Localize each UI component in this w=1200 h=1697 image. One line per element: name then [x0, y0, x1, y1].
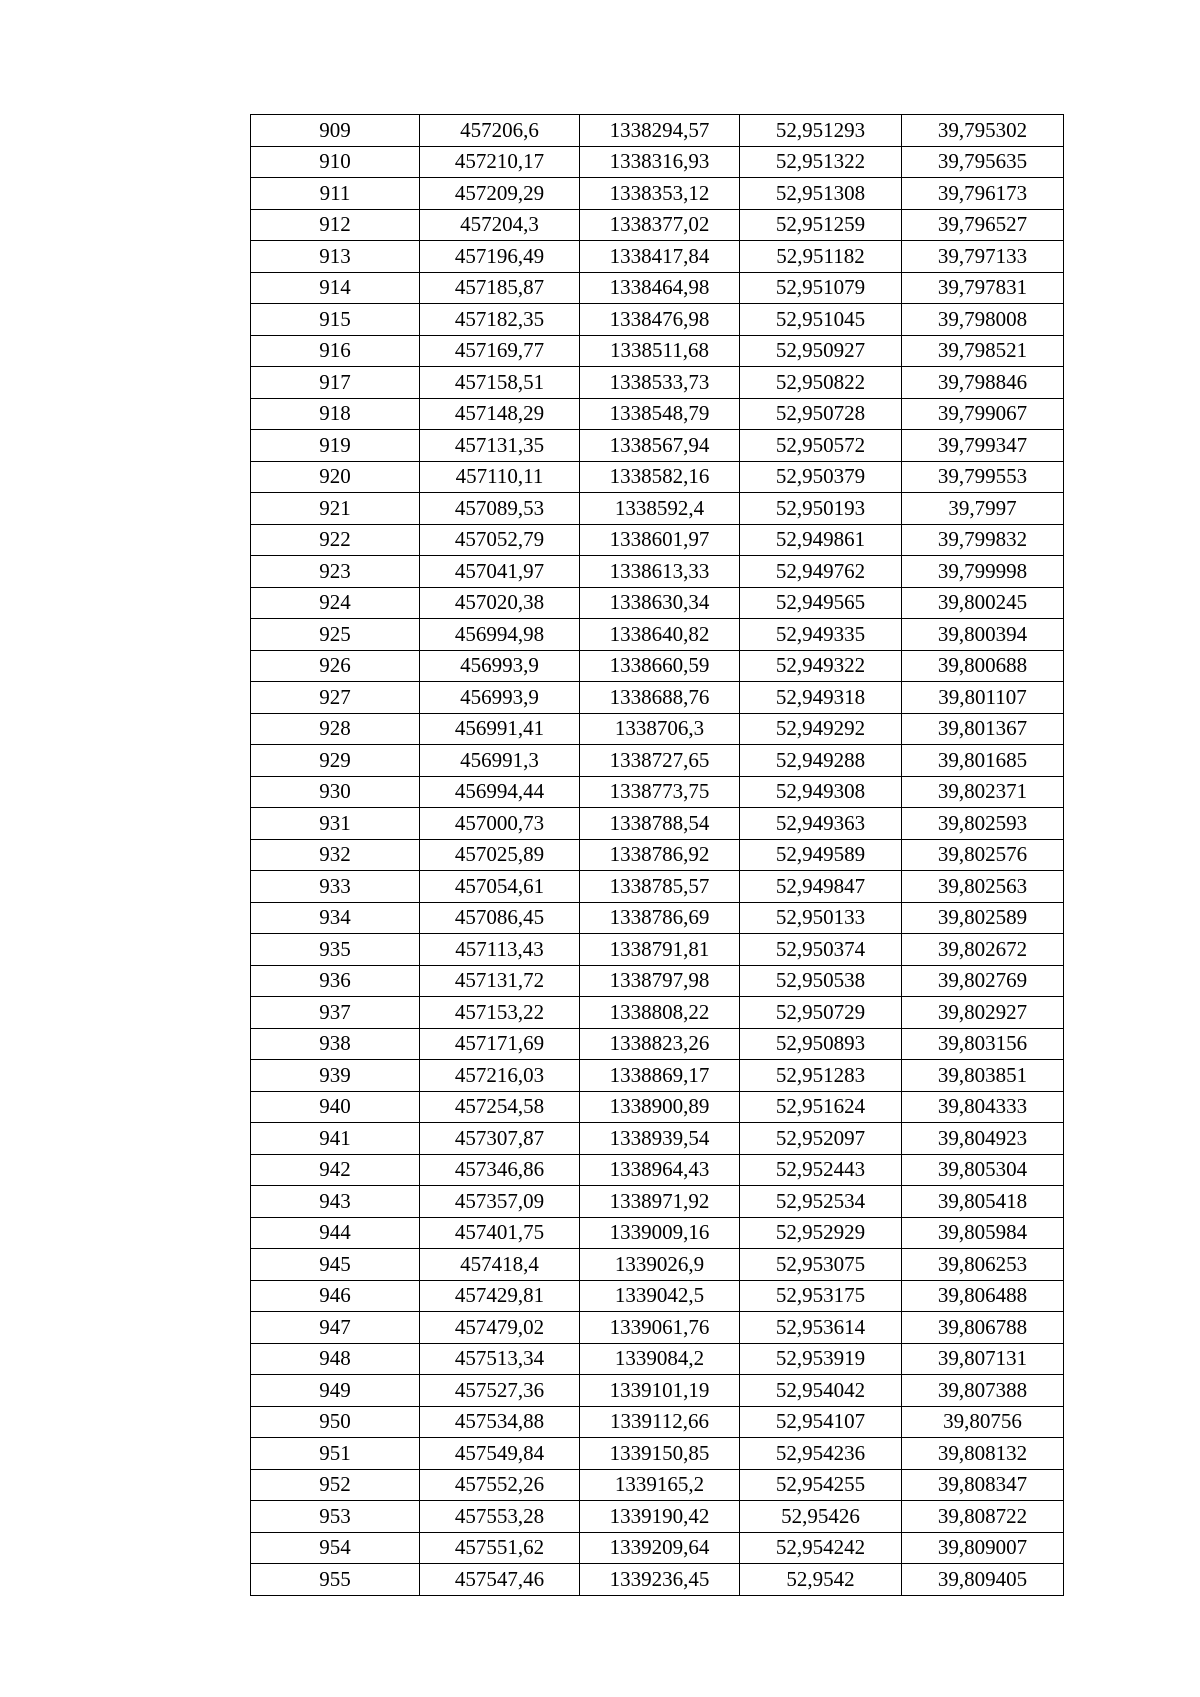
y-coordinate-cell: 1338791,81: [580, 934, 740, 966]
y-coordinate-cell: 1339190,42: [580, 1501, 740, 1533]
point-number-cell: 931: [251, 808, 420, 840]
longitude-cell: 39,796173: [902, 178, 1064, 210]
table-row: [251, 1501, 1064, 1533]
point-number-cell: 912: [251, 209, 420, 241]
table-row: [251, 1028, 1064, 1060]
table-row: [251, 367, 1064, 399]
point-number-cell: 914: [251, 272, 420, 304]
longitude-cell: 39,802576: [902, 839, 1064, 871]
longitude-cell: 39,802769: [902, 965, 1064, 997]
latitude-cell: 52,949565: [740, 587, 902, 619]
longitude-cell: 39,806488: [902, 1280, 1064, 1312]
x-coordinate-cell: 457054,61: [420, 871, 580, 903]
latitude-cell: 52,954236: [740, 1438, 902, 1470]
longitude-cell: 39,798521: [902, 335, 1064, 367]
point-number-cell: 934: [251, 902, 420, 934]
latitude-cell: 52,953614: [740, 1312, 902, 1344]
point-number-cell: 938: [251, 1028, 420, 1060]
longitude-cell: 39,795635: [902, 146, 1064, 178]
y-coordinate-cell: 1338688,76: [580, 682, 740, 714]
longitude-cell: 39,805418: [902, 1186, 1064, 1218]
point-number-cell: 951: [251, 1438, 420, 1470]
y-coordinate-cell: 1338869,17: [580, 1060, 740, 1092]
x-coordinate-cell: 456994,44: [420, 776, 580, 808]
point-number-cell: 916: [251, 335, 420, 367]
latitude-cell: 52,949335: [740, 619, 902, 651]
y-coordinate-cell: 1339026,9: [580, 1249, 740, 1281]
y-coordinate-cell: 1338548,79: [580, 398, 740, 430]
table-row: [251, 745, 1064, 777]
table-row: [251, 1532, 1064, 1564]
latitude-cell: 52,951308: [740, 178, 902, 210]
y-coordinate-cell: 1338630,34: [580, 587, 740, 619]
table-row: [251, 713, 1064, 745]
latitude-cell: 52,951045: [740, 304, 902, 336]
point-number-cell: 913: [251, 241, 420, 273]
point-number-cell: 918: [251, 398, 420, 430]
table-row: [251, 1406, 1064, 1438]
table-row: [251, 493, 1064, 525]
x-coordinate-cell: 457131,35: [420, 430, 580, 462]
y-coordinate-cell: 1339042,5: [580, 1280, 740, 1312]
latitude-cell: 52,952443: [740, 1154, 902, 1186]
table-row: [251, 398, 1064, 430]
table-row: [251, 808, 1064, 840]
point-number-cell: 948: [251, 1343, 420, 1375]
x-coordinate-cell: 457418,4: [420, 1249, 580, 1281]
table-row: [251, 839, 1064, 871]
table-row: [251, 902, 1064, 934]
table-row: [251, 1312, 1064, 1344]
latitude-cell: 52,949589: [740, 839, 902, 871]
y-coordinate-cell: 1339084,2: [580, 1343, 740, 1375]
latitude-cell: 52,950729: [740, 997, 902, 1029]
longitude-cell: 39,800394: [902, 619, 1064, 651]
x-coordinate-cell: 457429,81: [420, 1280, 580, 1312]
y-coordinate-cell: 1338476,98: [580, 304, 740, 336]
longitude-cell: 39,799347: [902, 430, 1064, 462]
point-number-cell: 944: [251, 1217, 420, 1249]
x-coordinate-cell: 457169,77: [420, 335, 580, 367]
table-row: [251, 304, 1064, 336]
y-coordinate-cell: 1339061,76: [580, 1312, 740, 1344]
longitude-cell: 39,797133: [902, 241, 1064, 273]
point-number-cell: 935: [251, 934, 420, 966]
table-row: [251, 1343, 1064, 1375]
latitude-cell: 52,949861: [740, 524, 902, 556]
x-coordinate-cell: 457552,26: [420, 1469, 580, 1501]
table-row: [251, 776, 1064, 808]
x-coordinate-cell: 457000,73: [420, 808, 580, 840]
point-number-cell: 924: [251, 587, 420, 619]
x-coordinate-cell: 456994,98: [420, 619, 580, 651]
latitude-cell: 52,950893: [740, 1028, 902, 1060]
longitude-cell: 39,802593: [902, 808, 1064, 840]
x-coordinate-cell: 457185,87: [420, 272, 580, 304]
point-number-cell: 909: [251, 115, 420, 147]
x-coordinate-cell: 456993,9: [420, 650, 580, 682]
x-coordinate-cell: 457089,53: [420, 493, 580, 525]
x-coordinate-cell: 457401,75: [420, 1217, 580, 1249]
y-coordinate-cell: 1339236,45: [580, 1564, 740, 1596]
x-coordinate-cell: 457158,51: [420, 367, 580, 399]
y-coordinate-cell: 1338786,92: [580, 839, 740, 871]
longitude-cell: 39,801107: [902, 682, 1064, 714]
latitude-cell: 52,951283: [740, 1060, 902, 1092]
point-number-cell: 927: [251, 682, 420, 714]
y-coordinate-cell: 1339009,16: [580, 1217, 740, 1249]
x-coordinate-cell: 457204,3: [420, 209, 580, 241]
point-number-cell: 933: [251, 871, 420, 903]
y-coordinate-cell: 1338567,94: [580, 430, 740, 462]
longitude-cell: 39,803156: [902, 1028, 1064, 1060]
x-coordinate-cell: 456991,3: [420, 745, 580, 777]
latitude-cell: 52,952097: [740, 1123, 902, 1155]
y-coordinate-cell: 1338727,65: [580, 745, 740, 777]
y-coordinate-cell: 1339209,64: [580, 1532, 740, 1564]
x-coordinate-cell: 456991,41: [420, 713, 580, 745]
longitude-cell: 39,802672: [902, 934, 1064, 966]
x-coordinate-cell: 457209,29: [420, 178, 580, 210]
latitude-cell: 52,951322: [740, 146, 902, 178]
x-coordinate-cell: 456993,9: [420, 682, 580, 714]
point-number-cell: 953: [251, 1501, 420, 1533]
latitude-cell: 52,949292: [740, 713, 902, 745]
point-number-cell: 941: [251, 1123, 420, 1155]
latitude-cell: 52,949318: [740, 682, 902, 714]
point-number-cell: 955: [251, 1564, 420, 1596]
y-coordinate-cell: 1338786,69: [580, 902, 740, 934]
coordinates-table-body: [251, 115, 1064, 1596]
x-coordinate-cell: 457534,88: [420, 1406, 580, 1438]
y-coordinate-cell: 1338788,54: [580, 808, 740, 840]
x-coordinate-cell: 457025,89: [420, 839, 580, 871]
table-row: [251, 1154, 1064, 1186]
y-coordinate-cell: 1338939,54: [580, 1123, 740, 1155]
point-number-cell: 919: [251, 430, 420, 462]
longitude-cell: 39,800688: [902, 650, 1064, 682]
y-coordinate-cell: 1338353,12: [580, 178, 740, 210]
latitude-cell: 52,951079: [740, 272, 902, 304]
table-row: [251, 965, 1064, 997]
x-coordinate-cell: 457216,03: [420, 1060, 580, 1092]
point-number-cell: 945: [251, 1249, 420, 1281]
latitude-cell: 52,949762: [740, 556, 902, 588]
latitude-cell: 52,951182: [740, 241, 902, 273]
latitude-cell: 52,950374: [740, 934, 902, 966]
longitude-cell: 39,799553: [902, 461, 1064, 493]
table-row: [251, 524, 1064, 556]
table-row: [251, 241, 1064, 273]
y-coordinate-cell: 1338582,16: [580, 461, 740, 493]
point-number-cell: 940: [251, 1091, 420, 1123]
table-row: [251, 1186, 1064, 1218]
y-coordinate-cell: 1338533,73: [580, 367, 740, 399]
x-coordinate-cell: 457346,86: [420, 1154, 580, 1186]
longitude-cell: 39,807388: [902, 1375, 1064, 1407]
x-coordinate-cell: 457357,09: [420, 1186, 580, 1218]
point-number-cell: 947: [251, 1312, 420, 1344]
longitude-cell: 39,802589: [902, 902, 1064, 934]
longitude-cell: 39,803851: [902, 1060, 1064, 1092]
latitude-cell: 52,950572: [740, 430, 902, 462]
point-number-cell: 932: [251, 839, 420, 871]
point-number-cell: 920: [251, 461, 420, 493]
latitude-cell: 52,950193: [740, 493, 902, 525]
coordinates-table: [250, 114, 1064, 1596]
y-coordinate-cell: 1338316,93: [580, 146, 740, 178]
latitude-cell: 52,951259: [740, 209, 902, 241]
table-row: [251, 430, 1064, 462]
x-coordinate-cell: 457553,28: [420, 1501, 580, 1533]
latitude-cell: 52,950133: [740, 902, 902, 934]
latitude-cell: 52,951293: [740, 115, 902, 147]
y-coordinate-cell: 1338511,68: [580, 335, 740, 367]
table-row: [251, 1217, 1064, 1249]
longitude-cell: 39,798846: [902, 367, 1064, 399]
longitude-cell: 39,808722: [902, 1501, 1064, 1533]
latitude-cell: 52,949363: [740, 808, 902, 840]
point-number-cell: 930: [251, 776, 420, 808]
x-coordinate-cell: 457020,38: [420, 587, 580, 619]
point-number-cell: 923: [251, 556, 420, 588]
y-coordinate-cell: 1339101,19: [580, 1375, 740, 1407]
longitude-cell: 39,795302: [902, 115, 1064, 147]
table-row: [251, 146, 1064, 178]
table-row: [251, 1469, 1064, 1501]
point-number-cell: 925: [251, 619, 420, 651]
table-row: [251, 1438, 1064, 1470]
point-number-cell: 922: [251, 524, 420, 556]
latitude-cell: 52,950379: [740, 461, 902, 493]
x-coordinate-cell: 457110,11: [420, 461, 580, 493]
latitude-cell: 52,952534: [740, 1186, 902, 1218]
table-row: [251, 1123, 1064, 1155]
longitude-cell: 39,804923: [902, 1123, 1064, 1155]
longitude-cell: 39,809007: [902, 1532, 1064, 1564]
y-coordinate-cell: 1339112,66: [580, 1406, 740, 1438]
table-row: [251, 871, 1064, 903]
longitude-cell: 39,802927: [902, 997, 1064, 1029]
point-number-cell: 929: [251, 745, 420, 777]
latitude-cell: 52,953075: [740, 1249, 902, 1281]
point-number-cell: 952: [251, 1469, 420, 1501]
x-coordinate-cell: 457547,46: [420, 1564, 580, 1596]
x-coordinate-cell: 457210,17: [420, 146, 580, 178]
longitude-cell: 39,802563: [902, 871, 1064, 903]
latitude-cell: 52,954242: [740, 1532, 902, 1564]
x-coordinate-cell: 457171,69: [420, 1028, 580, 1060]
longitude-cell: 39,796527: [902, 209, 1064, 241]
longitude-cell: 39,805304: [902, 1154, 1064, 1186]
table-row: [251, 1091, 1064, 1123]
table-row: [251, 178, 1064, 210]
latitude-cell: 52,9542: [740, 1564, 902, 1596]
x-coordinate-cell: 457307,87: [420, 1123, 580, 1155]
table-row: [251, 587, 1064, 619]
table-row: [251, 209, 1064, 241]
table-row: [251, 272, 1064, 304]
y-coordinate-cell: 1338417,84: [580, 241, 740, 273]
longitude-cell: 39,802371: [902, 776, 1064, 808]
x-coordinate-cell: 457527,36: [420, 1375, 580, 1407]
point-number-cell: 928: [251, 713, 420, 745]
x-coordinate-cell: 457052,79: [420, 524, 580, 556]
point-number-cell: 926: [251, 650, 420, 682]
y-coordinate-cell: 1339165,2: [580, 1469, 740, 1501]
y-coordinate-cell: 1338613,33: [580, 556, 740, 588]
y-coordinate-cell: 1338971,92: [580, 1186, 740, 1218]
table-row: [251, 1280, 1064, 1312]
x-coordinate-cell: 457206,6: [420, 115, 580, 147]
latitude-cell: 52,95426: [740, 1501, 902, 1533]
table-row: [251, 1060, 1064, 1092]
y-coordinate-cell: 1338464,98: [580, 272, 740, 304]
x-coordinate-cell: 457041,97: [420, 556, 580, 588]
point-number-cell: 911: [251, 178, 420, 210]
y-coordinate-cell: 1338808,22: [580, 997, 740, 1029]
table-row: [251, 1375, 1064, 1407]
point-number-cell: 942: [251, 1154, 420, 1186]
latitude-cell: 52,952929: [740, 1217, 902, 1249]
y-coordinate-cell: 1338377,02: [580, 209, 740, 241]
longitude-cell: 39,806788: [902, 1312, 1064, 1344]
y-coordinate-cell: 1338592,4: [580, 493, 740, 525]
longitude-cell: 39,808347: [902, 1469, 1064, 1501]
table-row: [251, 619, 1064, 651]
point-number-cell: 937: [251, 997, 420, 1029]
point-number-cell: 921: [251, 493, 420, 525]
x-coordinate-cell: 457479,02: [420, 1312, 580, 1344]
y-coordinate-cell: 1338823,26: [580, 1028, 740, 1060]
y-coordinate-cell: 1338964,43: [580, 1154, 740, 1186]
point-number-cell: 949: [251, 1375, 420, 1407]
x-coordinate-cell: 457113,43: [420, 934, 580, 966]
y-coordinate-cell: 1338773,75: [580, 776, 740, 808]
y-coordinate-cell: 1338797,98: [580, 965, 740, 997]
longitude-cell: 39,799067: [902, 398, 1064, 430]
point-number-cell: 950: [251, 1406, 420, 1438]
x-coordinate-cell: 457513,34: [420, 1343, 580, 1375]
longitude-cell: 39,806253: [902, 1249, 1064, 1281]
latitude-cell: 52,953919: [740, 1343, 902, 1375]
x-coordinate-cell: 457148,29: [420, 398, 580, 430]
y-coordinate-cell: 1339150,85: [580, 1438, 740, 1470]
y-coordinate-cell: 1338706,3: [580, 713, 740, 745]
table-row: [251, 461, 1064, 493]
point-number-cell: 939: [251, 1060, 420, 1092]
x-coordinate-cell: 457196,49: [420, 241, 580, 273]
latitude-cell: 52,950728: [740, 398, 902, 430]
point-number-cell: 946: [251, 1280, 420, 1312]
table-row: [251, 997, 1064, 1029]
latitude-cell: 52,949322: [740, 650, 902, 682]
longitude-cell: 39,799998: [902, 556, 1064, 588]
longitude-cell: 39,798008: [902, 304, 1064, 336]
y-coordinate-cell: 1338785,57: [580, 871, 740, 903]
table-row: [251, 1249, 1064, 1281]
table-row: [251, 556, 1064, 588]
latitude-cell: 52,950538: [740, 965, 902, 997]
longitude-cell: 39,7997: [902, 493, 1064, 525]
point-number-cell: 917: [251, 367, 420, 399]
latitude-cell: 52,949288: [740, 745, 902, 777]
latitude-cell: 52,949308: [740, 776, 902, 808]
latitude-cell: 52,951624: [740, 1091, 902, 1123]
latitude-cell: 52,954042: [740, 1375, 902, 1407]
table-row: [251, 1564, 1064, 1596]
x-coordinate-cell: 457549,84: [420, 1438, 580, 1470]
table-row: [251, 650, 1064, 682]
longitude-cell: 39,800245: [902, 587, 1064, 619]
y-coordinate-cell: 1338294,57: [580, 115, 740, 147]
table-row: [251, 115, 1064, 147]
x-coordinate-cell: 457254,58: [420, 1091, 580, 1123]
y-coordinate-cell: 1338900,89: [580, 1091, 740, 1123]
latitude-cell: 52,953175: [740, 1280, 902, 1312]
latitude-cell: 52,954107: [740, 1406, 902, 1438]
y-coordinate-cell: 1338640,82: [580, 619, 740, 651]
latitude-cell: 52,954255: [740, 1469, 902, 1501]
point-number-cell: 954: [251, 1532, 420, 1564]
y-coordinate-cell: 1338660,59: [580, 650, 740, 682]
longitude-cell: 39,808132: [902, 1438, 1064, 1470]
latitude-cell: 52,949847: [740, 871, 902, 903]
x-coordinate-cell: 457153,22: [420, 997, 580, 1029]
table-row: [251, 934, 1064, 966]
point-number-cell: 936: [251, 965, 420, 997]
longitude-cell: 39,797831: [902, 272, 1064, 304]
longitude-cell: 39,804333: [902, 1091, 1064, 1123]
longitude-cell: 39,799832: [902, 524, 1064, 556]
latitude-cell: 52,950927: [740, 335, 902, 367]
x-coordinate-cell: 457131,72: [420, 965, 580, 997]
x-coordinate-cell: 457086,45: [420, 902, 580, 934]
latitude-cell: 52,950822: [740, 367, 902, 399]
longitude-cell: 39,807131: [902, 1343, 1064, 1375]
point-number-cell: 910: [251, 146, 420, 178]
x-coordinate-cell: 457551,62: [420, 1532, 580, 1564]
longitude-cell: 39,801685: [902, 745, 1064, 777]
point-number-cell: 943: [251, 1186, 420, 1218]
longitude-cell: 39,805984: [902, 1217, 1064, 1249]
table-row: [251, 682, 1064, 714]
longitude-cell: 39,80756: [902, 1406, 1064, 1438]
table-row: [251, 335, 1064, 367]
x-coordinate-cell: 457182,35: [420, 304, 580, 336]
longitude-cell: 39,801367: [902, 713, 1064, 745]
longitude-cell: 39,809405: [902, 1564, 1064, 1596]
y-coordinate-cell: 1338601,97: [580, 524, 740, 556]
point-number-cell: 915: [251, 304, 420, 336]
